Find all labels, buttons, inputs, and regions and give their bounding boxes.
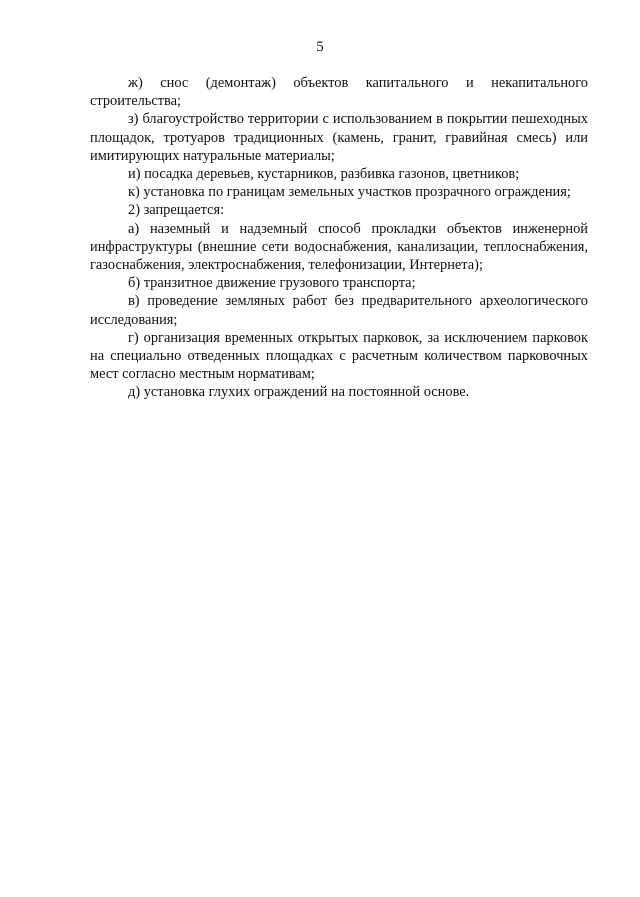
page-number: 5 [316, 39, 324, 55]
paragraph-zh-demolition: ж) снос (демонтаж) объектов капитального и некапитального строительства; [90, 75, 588, 110]
paragraph-d-blind-fences: д) установка глухих ограждений на постоянной основе. [128, 384, 470, 401]
paragraph-v-earthworks: в) проведение земляных работ без предварительного археологического исследования; [90, 293, 588, 328]
document-body [90, 74, 588, 402]
paragraph-k-fencing: к) установка по границам земельных участков прозрачного ограждения; [128, 184, 571, 201]
paragraph-i-planting: и) посадка деревьев, кустарников, разбивка газонов, цветников; [128, 166, 520, 183]
paragraph-g-parking: г) организация временных открытых парковок, за исключением парковок на специально отведенных площадках с расчетным количеством парковочных мест согласно местным нормативам; [90, 329, 588, 383]
paragraph-prohibited-heading: 2) запрещается: [128, 202, 225, 219]
paragraph-b-transit: б) транзитное движение грузового транспорта; [128, 275, 416, 292]
paragraph-a-utilities: а) наземный и надземный способ прокладки объектов инженерной инфраструктуры (внешние сети водоснабжения, канализации, теплоснабжения, газоснабжения, электроснабжения, телефонизации, Интернета); [90, 220, 588, 274]
paragraph-z-landscaping: з) благоустройство территории с использованием в покрытии пешеходных площадок, тротуаров традиционных (камень, гранит, гравийная смесь) или имитирующих натуральные материалы; [90, 111, 588, 164]
